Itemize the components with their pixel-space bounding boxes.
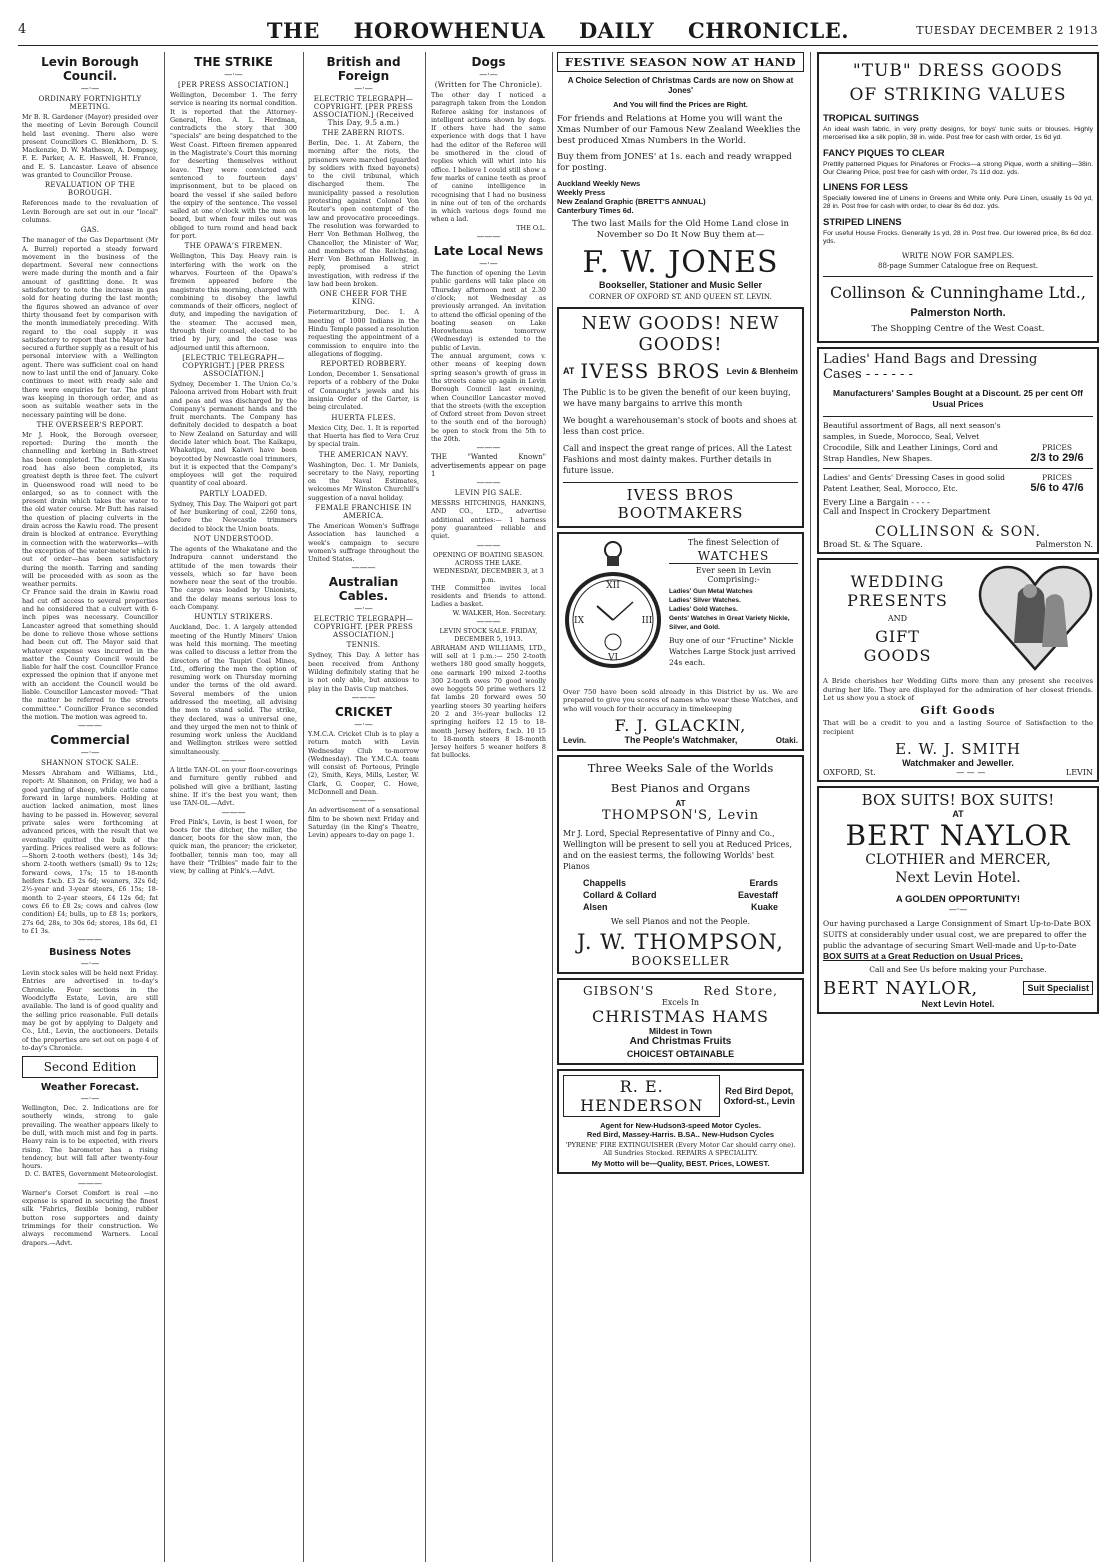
gibson-hams: CHRISTMAS HAMS [591, 1006, 770, 1026]
glackin-trade: The People's Watchmaker, [624, 734, 738, 745]
tub-heading: "TUB" DRESS GOODS [852, 61, 1064, 81]
subheading: NOT UNDERSTOOD. [193, 534, 274, 543]
smith-name: E. W. J. SMITH [895, 739, 1021, 758]
column-strike [170, 52, 304, 1562]
subheading: HUNTLY STRIKERS. [194, 613, 273, 622]
second-edition-box [22, 1056, 158, 1078]
glackin-advert [557, 532, 804, 751]
article-text: London, December 1. Sensational reports of a robbery of the Duke of Connaught's jewels and his insignia Order of the Garter, is being circulated. [308, 370, 419, 412]
article-text: Messrs Abraham and Williams, Ltd., report: At Shannon, on Friday, we had a good yarding of sheep, while cattle came forward in large numbers. Holding at auction lacked animation, most lines having to be passed in. However, several private sales were forthcoming at advanced prices, with the result that we eventually quitted the bulk of the yarding. Prices realised were as follows:—Shorn 2-tooth wethers (best), 14s 3d; shorn 2-tooth wethers (small) 9s to 12s; forward cows, 17s; 15 to 18-month heifers f.w.b. £3 2s 6d; weaners, 32s 6d; 2½-year and 3-year steers, £6 15s; 18-month to 2-year steers, £4 12s 6d; fat cows £6 to £8 2s; cows and calves (low condition) £4; bulls, up to £8 1s; porkers, 27s 6d, 28s, to 30s 6d; stores, 18s 6d, £1 to £1 3s. [22, 769, 158, 935]
brand: Erards [749, 877, 778, 888]
subheading: REVALUATION OF THE BOROUGH. [44, 181, 136, 198]
divider: —·— [479, 70, 498, 79]
pocket-watch-icon [563, 538, 663, 688]
advert-text: A GOLDEN OPPORTUNITY! [895, 893, 1021, 905]
divider: —·— [80, 84, 100, 93]
advert-text: That will be a credit to you and a lasting Source of Satisfaction to the recipient [823, 719, 1093, 736]
article-text: Mr J. Hook, the Borough overseer, reported: During the month the channelling and kerbing in Bath-street has been completed. The drain in Kawiu road has also been completed, its greatest depth is three feet. The culvert in Queenswood road will need to be enlarged, so as to connect with the present drain which takes the water to the old water course. Mr Butt has raised the question of placing culverts in the drain across the Kawiu road. The present drain is blocked at entrance. Everything in connection with the waterworks—with the exception of the water-meter which is out of order—has been satisfactory during the month. Tarring and sanding will be proceeded with as soon as the weather permits. [22, 430, 158, 589]
divider: —·— [224, 70, 243, 79]
tub-heading: OF STRIKING VALUES [849, 85, 1067, 105]
notice-text: THE "Wanted Known" advertisements appear on page 1 [431, 453, 546, 478]
wedding-advert: WEDDING PRESENTS AND GIFT GOODS A Bride cherishes her Wedding Gifts more than any present she receives during her life. They are displayed for the admiration of her closest friends. Let us show you a stock of Gift Goods That will be a credit to you and a lasting Source of Satisfaction to the recipient E. W. J. SMITH Watchmaker and Jeweller. OXFORD, St. — — — LEVIN [817, 558, 1099, 781]
article-text: Mexico City, Dec. 1. It is reported that Huerta has fled to Vera Cruz by special train. [308, 423, 419, 449]
subheading: TENNIS. [346, 641, 381, 650]
glackin-name: F. J. GLACKIN, [614, 715, 747, 735]
wedding-heading: WEDDING [850, 571, 945, 591]
advert-text: The two last Mails for the Old Home Land close in November so Do It Now Buy them at— [572, 219, 789, 240]
weekly-item: Auckland Weekly News [557, 179, 641, 188]
product-heading: TROPICAL SUITINGS [823, 113, 919, 124]
column-adverts-right [817, 52, 1099, 1562]
city: Palmerston N. [1035, 540, 1093, 550]
signature: D. C. BATES, Government Meteorologist. [24, 1170, 158, 1179]
subheading: THE ZABERN RIOTS. [322, 129, 405, 137]
advert-text: Manufacturers' Samples Bought at a Discount. 25 per cent Off Usual Prices [833, 388, 1083, 410]
gift-goods: Gift Goods [920, 704, 996, 718]
subheading: GAS. [80, 226, 100, 235]
advert-text: Call and inspect the great range of prices. All the Latest Fashions and most dainty makes. Further details in future issue. [563, 444, 792, 475]
brand: Kuake [750, 901, 778, 912]
divider: ——— [78, 935, 102, 945]
article-text: Sydney, December 1. The Union Co.'s Paloona arrived from Hobart with fruit and peas and was discharged by the Company's permanent hands and the fruit merchants. The Company has definitely decided to despatch a boat to New Zealand on Saturday and will decide later which boat. The Kaikapu, Whakatipu, and Kaiwri have been boycotted by Newcastle coal trimmers, but it is expected that the Company's employees will get the required quantity of coal aboard. [170, 379, 297, 488]
watch-list [669, 587, 798, 632]
second-edition-label: Second Edition [43, 1060, 137, 1075]
advert-text: Over 750 have been sold already in this District by us. We are prepared to give you scores of names who wear these Watches, and who will vouch for their accuracy in timekeeping [563, 688, 798, 713]
signature: THE O.L. [516, 223, 546, 232]
price-range: 5/6 to 47/6 [1030, 482, 1084, 495]
glackin-town: Otaki. [775, 735, 798, 745]
naylor-location: Next Levin Hotel. [921, 998, 995, 1009]
issue-date: TUESDAY DECEMBER 2 1913 [916, 24, 1098, 37]
divider: ——— [476, 232, 501, 242]
subheading: THE AMERICAN NAVY. [318, 450, 409, 459]
advert-text: Fred Pink's, Levin, is best I ween, for boots for the ditcher, the miller, the dancer, boots for the slow man, the quick man, the prancer; the cricketer, footballer, tennis man too, may all have their "Trilbies" made fair to the view, by calling at Pink's.—Advt. [170, 817, 297, 876]
thompson-trade: BOOKSELLER [631, 953, 730, 968]
press-credit: [PER PRESS ASSOCIATION.] [178, 81, 289, 89]
watch-item: Ladies' Gold Watches. [669, 606, 738, 613]
brand: Chappells [583, 877, 627, 888]
advert-text: Buy them from JONES' at 1s. each and ready wrapped for posting. [557, 152, 792, 173]
advert-text: We sell Pianos and not the People. [610, 916, 751, 926]
advert-text: The Shopping Centre of the West Coast. [871, 324, 1045, 335]
article-text: References made to the revaluation of Levin Borough are set out in our "local" columns. [22, 199, 158, 224]
advert-text: Call and See Us before making your Purchase. [869, 964, 1047, 974]
divider: ——— [476, 443, 501, 453]
address: Broad St. & The Square. [823, 540, 923, 550]
advert-text: Mildest in Town [648, 1025, 713, 1036]
advert-text: Ever seen in Levin Comprising:- [695, 566, 772, 584]
article-text: The annual argument, cows v. other means of keeping down spring season's growth of grass in the streets came up again in Levin Borough Council last evening, when Councillor Lancaster moved that the streets (with the exception of Oxford street from Devon street to the south end of the borough) be open to stock from the 5th to the 20th. [431, 352, 546, 443]
box-suits-heading: BOX SUITS! BOX SUITS! [861, 790, 1055, 809]
advert-heading: Ladies' Hand Bags and Dressing [823, 352, 1038, 368]
divider: ——— [476, 478, 501, 488]
weekly-item: Canterbury Times 6d. [557, 206, 634, 215]
piano-brands [563, 877, 798, 913]
address: OXFORD, St. [823, 767, 876, 777]
advert-text: BOX SUITS at a Great Reduction on Usual Prices. [823, 950, 1023, 961]
advert-text: WRITE NOW FOR SAMPLES. [901, 251, 1015, 261]
advert-text: The finest Selection of [688, 538, 779, 547]
divider: —·— [80, 748, 100, 758]
divider: —·— [80, 959, 100, 969]
subheading: REPORTED ROBBERY. [320, 360, 407, 369]
divider: ——— [351, 563, 376, 573]
section-heading: Late Local News [433, 244, 544, 259]
article-heading: British and Foreign [326, 55, 401, 83]
weekly-list [557, 179, 804, 215]
article-heading: THE STRIKE [194, 55, 273, 69]
notice-text: THE Committee invites local residents and friends to attend. Ladies a basket. [431, 583, 546, 609]
section-heading: CRICKET [335, 704, 392, 719]
notice-text: ABRAHAM AND WILLIAMS, LTD., will sell at 1 p.m.:— 250 2-tooth wethers 180 good smally hoggets, one earmark 190 mixed 2-tooths 300 2-tooth ewes 70 good woolly ewe hoggets 50 prime wethers 12 fat lambs 20 forward ewes 50 yearling steers 30 yearling heifers 20 2 and 3½-year bullocks 12 springing heifers 12 15 to 18-month Jersey heifers, f.w.b. 10 15 to 18-month steers 8 18-month Jersey heifers 5 weaner heifers 8 fat bullocks. [431, 643, 546, 760]
ivess-footer: IVESS BROS BOOTMAKERS [563, 482, 798, 522]
article-text: Y.M.C.A. Cricket Club is to play a return match with Levin Wednesday Club to-morrow (Wednesday). The Y.M.C.A. team will consist of: Porteous, Pringle (2), Smith, Keys, Mills, Lester, W. Clark, G. Cooper, C. Howe, McDonnell and Dean. [308, 729, 419, 797]
city: LEVIN [1065, 767, 1093, 777]
jones-trade: Bookseller, Stationer and Music Seller [598, 280, 763, 290]
advert-text: Red Bird, Massey-Harris. B.SA.. New-Hudson Cycles [586, 1129, 775, 1139]
advert-heading: Three Weeks Sale of the Worlds [587, 760, 774, 775]
divider: —·— [354, 84, 373, 93]
divider: ——— [221, 756, 246, 766]
svg-text:III: III [641, 616, 653, 626]
ivess-at: AT [563, 366, 575, 376]
subheading: PARTLY LOADED. [199, 489, 268, 498]
collinson-son: COLLINSON & SON. [874, 524, 1042, 541]
section-heading: Weather Forecast. [40, 1082, 140, 1094]
advert-text: Call and Inspect in Crockery Department [823, 507, 991, 517]
divider: —·— [354, 604, 373, 614]
festive-heading: FESTIVE SEASON NOW AT HAND [564, 55, 797, 69]
divider: —·— [479, 259, 498, 269]
ivess-name: IVESS BROS [580, 359, 721, 383]
product-heading: STRIPED LINENS [823, 216, 902, 228]
svg-text:XII: XII [606, 581, 620, 591]
notice-text: MESSRS HITCHINGS, HANKINS, AND CO., LTD., advertise additional entries:— 1 harness pony guaranteed reliable and quiet. [431, 499, 546, 541]
advert-heading: Best Pianos and Organs [610, 780, 751, 795]
advert-text: Buy one of our "Fructine" Nickle Watches Large Stock just arrived 24s each. [669, 636, 796, 667]
column-borough-council [22, 52, 165, 1562]
tub-advert [817, 52, 1099, 343]
brand: Alsen [583, 901, 608, 912]
article-text: An advertisement of a sensational film to be shown next Friday and Saturday (in the King's Theatre, Levin) appears to-day on page 1. [308, 806, 419, 840]
jones-address: CORNER OF OXFORD ST. AND QUEEN ST. LEVIN. [589, 293, 772, 301]
advert-text: Mr J. Lord, Special Representative of Pinny and Co., Wellington will be present to sell you at Reduced Prices, and on the easiest terms, the following Worlds' best Pianos [563, 828, 793, 871]
wedding-and: AND [887, 613, 908, 623]
jones-advert [557, 52, 804, 72]
column-british-foreign [308, 52, 426, 1562]
advert-text: Ladies' and Gents' Dressing Cases in good solid Patent Leather, Seal, Morocco, Etc. [823, 473, 1005, 494]
article-text: Mr B. R. Gardener (Mayor) presided over the meeting of Levin Borough Council held last evening. There also were present Councillors C. Blenkhorn, D. S. Mackenzie, D. W. Matheson, A. Dempsey, F. E. Parker, A. E. Haswell, H. France, and E. S. Lancaster. Leave of absence was granted to Councillor Prouse. [22, 113, 158, 180]
article-text: Wellington, This Day. Heavy rain is interfering with the work on the wharves. Fourteen of the Opawa's firemen appeared before the magistrate this morning, charged with combining to disobey the lawful commands of their officers, neglect of duty, and impeding the navigation of the steamer. The accused men, through their counsel, elected to be tried by jury, and the case was adjourned until this afternoon. [170, 252, 297, 352]
watches-heading: WATCHES [669, 549, 798, 564]
article-text: The agents of the Whakatane and the Indrapura cannot understand the attitude of the men towards their vessels, which so far have been nowhere near the seat of the trouble. The cargo was loaded by Unionists, and the delay means serious loss to each Company. [170, 544, 297, 612]
watch-item: Gents' Watches in Great Variety Nickle, Silver, and Gold. [669, 615, 790, 631]
divider: ——— [351, 692, 376, 702]
advert-text: A Bride cherishes her Wedding Gifts more than any present she receives during her life. They are displayed for the admiration of her closest friends. Let us show you a stock of [823, 677, 1093, 702]
article-text: The other day I noticed a paragraph taken from the London Referee asking for instances of intelligent actions shown by dogs. If others have had the same experience with dogs that I have had the editor of the Referee will be smothered in the cloud of replies which will whirl into his office. I believe I could still show a few marks of canine teeth as proof of canine intelligence in recognising that I had no business in nine out of ten of the orchards in which various dogs found me when a lad. [431, 91, 546, 224]
prices-label: PRICES [1041, 443, 1072, 453]
article-text: Pietermaritzburg, Dec. 1. A meeting of 1000 Indians in the Hindu Temple passed a resolution requesting the appointment of a commission to enquire into the allegations of flogging. [308, 308, 419, 358]
advert-text: 88-page Summer Catalogue free on Request. [878, 262, 1038, 271]
article-text: Sydney, This Day. A letter has been received from Anthony Wilding definitely stating that he is not only able, but anxious to play in the Davis Cup matches. [308, 651, 419, 693]
divider: —·— [354, 719, 373, 729]
notice-text: OPENING OF BOATING SEASON. ACROSS THE LAKE. WEDNESDAY, DECEMBER 3, at 3 p.m. [432, 550, 545, 584]
advert-text: Beautiful assortment of Bags, all next season's samples, in Suede, Morocco, Seal, Velvet Crocodile, Silk and Leather Linings, Cord and Strap Handles, New Shapes. [823, 421, 1001, 464]
weekly-item: Weekly Press [557, 188, 606, 197]
section-heading: Australian Cables. [328, 575, 399, 604]
section-heading: Business Notes [49, 947, 131, 959]
advert-text: And Christmas Fruits [629, 1035, 732, 1047]
advert-text: And You will find the Prices are Right. [613, 100, 748, 109]
collinson-cunninghame: Collinson & Cunninghame Ltd., [830, 283, 1086, 303]
wedding-heading: GOODS [863, 645, 932, 665]
naylor-advert [817, 786, 1099, 1014]
page-number: 4 [18, 22, 27, 37]
article-heading: Levin Borough Council. [41, 55, 139, 83]
product-heading: LINENS FOR LESS [823, 182, 908, 194]
article-text: Sydney, This Day. The Waipori got part of her bunkering of coal, 2260 tons, before the Newcastle trimmers decided to block the Union boats. [170, 499, 297, 533]
wedding-heading: GIFT [875, 626, 920, 646]
advert-text: A Choice Selection of Christmas Cards are now on Show at Jones' [567, 76, 794, 95]
advert-at: AT [952, 808, 964, 819]
advert-text: 'PYRENE' FIRE EXTINGUISHER (Every Motor Car should carry one). All Sundries Stocked. REPAIRS A SPECIALITY. [565, 1140, 796, 1157]
weekly-item: New Zealand Graphic (BRETT'S ANNUAL) [557, 197, 706, 206]
ivess-advert [557, 307, 804, 528]
advert-text: CHOICEST OBTAINABLE [626, 1048, 735, 1059]
divider: ——— [221, 807, 246, 817]
divider: ——— [476, 540, 501, 550]
price-range: 2/3 to 29/6 [1030, 452, 1084, 465]
henderson-advert [557, 1069, 804, 1174]
advert-text: Warner's Corset Comfort is real —no expense is spared in securing the finest silk "Fabrics, flexible boning, rubber button rose supporters and dainty trimmings for their construction. We always recommend Warners. Local drapers.—Advt. [22, 1188, 158, 1247]
svg-text:VI: VI [607, 653, 619, 663]
svg-text:IX: IX [574, 616, 584, 626]
article-text: The American Women's Suffrage Association has launched a week's campaign to secure women's suffrage throughout the United States. [308, 521, 419, 564]
divider: —·— [80, 1094, 100, 1104]
divider: ——— [78, 1178, 102, 1188]
article-text: Washington, Dec. 1. Mr Daniels, secretary to the Navy, reporting on the Naval Estimates, welcomes Mr Winston Churchill's suggestion of a naval holiday. [308, 460, 419, 502]
advert-text: Every Line a Bargain - - - - [823, 498, 930, 508]
advert-text: Palmerston North. [910, 307, 1006, 320]
masthead [18, 20, 1098, 46]
advert-text: Excels In [661, 997, 700, 1007]
subheading: HUERTA FLEES. [331, 413, 396, 422]
brand: Eavestaff [737, 889, 778, 900]
article-text: Berlin, Dec. 1. At Zabern, the morning after the riots, the prisoners were marched (guarded by soldiers with fixed bayonets) to the civil tribunal, which discharged them. The municipality passed a resolution protesting against Colonel Von Reuter's open contempt of the law and provocative proceedings. The resolution was forwarded to Herr Von Bethman Hollweg, the Chancellor, the Minister of War, and members of the Reichstag. Herr Von Bethman Hollweg, in reply, promised a strict investigation, with redress if the law had been broken. [308, 139, 419, 289]
divider: ——— [351, 796, 376, 806]
naylor-location: Next Levin Hotel. [895, 869, 1021, 886]
product-text: For useful House Frocks. Generally 1s yd, 28 in. Post free. Our lowered price, 8s 6d doz. yds. [823, 229, 1093, 246]
handbags-advert [817, 347, 1099, 554]
article-text: Wellington, December 1. The ferry service is nearing its normal condition. It is reported that the Attorney-General, Hon. A. L. Herdman, contradicts the story that 300 "specials" are being despatched to the West Coast. Fifteen firemen appeared in the Magistrate's Court this morning for deserting themselves without leave. They were convicted and sentenced to fourteen days' imprisonment, but to be placed on board the vessel if she sailed before the expiry of the sentence. The vessel sailed at one o'clock with the men on board, but when four miles out was obliged to turn round and head back for port. [170, 91, 297, 241]
naylor-trade: CLOTHIER and MERCER, [865, 851, 1051, 868]
signature: W. WALKER, Hon. Secretary. [452, 608, 546, 617]
advert-at: AT [675, 798, 686, 808]
subheading: THE OVERSEER'S REPORT. [36, 420, 144, 429]
henderson-name: R. E. HENDERSON [563, 1075, 720, 1117]
article-text: Auckland, Dec. 1. A largely attended meeting of the Huntly Miners' Union was held this morning. The meeting was called to discuss a letter from the directors of the Taupiri Coal Mines, Ltd., offering the men the option of resuming work on Thursday morning under the terms of the old award. Several members of the union addressed the meeting, all advising the men to stand solid. The strike, they declared, was a universal one, and they urged the men not to think of resuming work unless the Auckland and Wellington strikes were settled simultaneously. [170, 623, 297, 756]
subheading: SHANNON STOCK SALE. [41, 759, 139, 768]
advert-text: We bought a warehouseman's stock of boots and shoes at less than cost price. [563, 416, 797, 436]
product-text: An ideal wash fabric, in very pretty designs, for boys' tunic suits or blouses. Highly mercerised like a silk poplin, 38 in. wide. Post free for cash with order, 1s 6d yd. [823, 126, 1093, 142]
column-adverts-centre [557, 52, 811, 1562]
gibson-advert [557, 978, 804, 1065]
naylor-name: BERT NAYLOR [845, 818, 1071, 852]
newspaper-title: THE HOROWHENUA DAILY CHRONICLE. [266, 18, 850, 43]
wedding-heading: PRESENTS [847, 590, 948, 610]
watch-item: Ladies' Silver Watches. [669, 597, 741, 604]
ivess-location: Levin & Blenheim [726, 366, 798, 376]
subheading: ONE CHEER FOR THE KING. [319, 290, 408, 307]
prices-label: PRICES [1041, 473, 1072, 483]
press-credit: ELECTRIC TELEGRAPH—COPYRIGHT. [PER PRESS ASSOCIATION.] [313, 615, 414, 640]
subheading: FEMALE FRANCHISE IN AMERICA. [315, 503, 412, 520]
product-heading: FANCY PIQUES TO CLEAR [823, 147, 945, 159]
wedding-heart-icon [978, 563, 1093, 673]
advert-text: Our having purchased a Large Consignment of Smart Up-to-Date BOX SUITS at considerably under usual cost, we are prepared to offer the public the advantage of securing Smart Well-made and Up-to-Date [823, 918, 1091, 950]
suit-specialist: Suit Specialist [1023, 981, 1093, 995]
brand: Collard & Collard [583, 889, 657, 900]
gibson-store: Red Store, [703, 983, 778, 998]
product-text: Specially lowered line of Linens in Greens and White only. Pure Linen, usually 1s 9d yd, 28 in. Post free for cash with order, to clear 8s 6d doz. yds. [823, 195, 1093, 211]
watch-item: Ladies' Gun Metal Watches [669, 588, 753, 595]
advert-text: My Motto will be—Quality, BEST. Prices, LOWEST. [591, 1158, 770, 1168]
article-text: Wellington, Dec. 2. Indications are for southerly winds, strong to gale prevailing. The weather appears likely to be dull, with much mist and fog in parts. Heavy rain is to be expected, with rivers rising. The barometer has a rising tendency, but will fall after twenty-four hours. [22, 1104, 158, 1171]
jones-advert-body [557, 76, 804, 301]
ivess-new-goods: NEW GOODS! NEW GOODS! [581, 313, 780, 355]
thompson-advert [557, 755, 804, 974]
article-text: The manager of the Gas Department (Mr A. Burrel) reported a steady forward movement in the business of the department. Several new connections were made during the month and a fair amount of gasfitting done. It was satisfactory to note the increase in gas sold for heating during the last month; the figures showed an advance of over thirty thousand feet by comparison with the month immediately preceding. With regard to the coal supply it was satisfactory to report that the Mayor had secured a further supply as a result of his personal interview with a Wellington agent. There was sufficient coal on hand now to last until the end of January. Coke continues to meet with ready sale and there were enquiries for tar. The plant was keeping in thorough order, and as soon as suitable weather sets in the necessary painting will be done. [22, 236, 158, 419]
advert-text: Agent for New-Hudson3-speed Motor Cycles. [600, 1120, 761, 1130]
subheading: ORDINARY FORTNIGHTLY MEETING. [38, 95, 142, 111]
subheading: THE OPAWA'S FIREMEN. [184, 242, 283, 251]
product-text: Prettily patterned Piques for Pinafores or Frocks—a strong Pique, worth a shilling—38in. Our Clearing Price, post free for cash with order, 7s 11d doz. yds. [823, 160, 1093, 176]
byline: (Written for The Chronicle). [434, 81, 543, 89]
advert-text: The Public is to be given the benefit of our keen buying, we have many bargains to arrive this month [563, 388, 791, 408]
subheading: LEVIN PIG SALE. [454, 489, 523, 498]
naylor-name: BERT NAYLOR, [823, 977, 979, 999]
article-text: Levin stock sales will be held next Friday. Entries are advertised in to-day's Chronicle. Four sections in the Woodclyffe Estate, Levin, are still available. The land is of good quality and the selling price reasonable. Full details may be got by applying to Dalgety and Co., Ltd., Levin, the auctioneers. Details of the properties are set out on page 4 of to-day's Chronicle. [22, 969, 158, 1052]
section-heading: Commercial [50, 733, 130, 748]
column-dogs [431, 52, 553, 1562]
divider: —·— [948, 904, 968, 914]
glackin-town: Levin. [563, 735, 587, 745]
article-heading: Dogs [471, 55, 506, 69]
henderson-depot: Red Bird Depot, Oxford-st., Levin [723, 1085, 795, 1106]
press-credit: [ELECTRIC TELEGRAPH—COPYRIGHT.] [PER PRESS ASSOCIATION.] [182, 353, 285, 378]
advert-text: A little TAN-OL on your floor-coverings and furniture gently rubbed and polished will give a brilliant, lasting shine. If it's the best you want, then use TAN-OL.—Advt. [170, 766, 297, 808]
article-text: The function of opening the Levin public gardens will take place on Thursday afternoon next at 2.30 o'clock; not Wednesday as previously arranged. An invitation to attend the official opening of the boating season on Lake Horowhenua tomorrow (Wednesday) is extended to the public of Levin. [431, 269, 546, 352]
thompson-name: THOMPSON'S, Levin [601, 807, 760, 823]
press-credit: ELECTRIC TELEGRAPH—COPYRIGHT. [PER PRESS ASSOCIATION.] (Received This Day, 9.5 a.m.) [312, 95, 414, 127]
smith-trade: Watchmaker and Jeweller. [902, 757, 1014, 768]
thompson-footer: J. W. THOMPSON, [577, 929, 784, 954]
jones-name: F. W. JONES [582, 245, 779, 280]
advert-heading: Cases - - - - - - [823, 367, 913, 383]
divider: ——— [476, 617, 501, 627]
notice-text: LEVIN STOCK SALE. FRIDAY, DECEMBER 5, 1913. [439, 627, 538, 644]
divider: ——— [78, 721, 102, 731]
advert-text: For friends and Relations at Home you will want the Xmas Number of our Famous New Zealand Weeklies the best produced Xmas Numbers in the World. [557, 114, 801, 146]
article-text: Cr France said the drain in Kawiu road had cut off access to several properties and he considered that a culvert with 6-inch pipes was necessary. Councillor Lancaster agreed that something should be done to relieve those whose settions had been cut off. The Mayor said that whatever expense was incurred in the matter the County Council would be liable for half the cost. Councillor France expressed the opinion that if anyone met with an accident the Council would be liable. Councillor Lancaster moved: "That the matter be referred to the streets committee." Councillor France seconded the motion. The motion was agreed to. [22, 588, 158, 721]
gibson-name: GIBSON'S [583, 983, 655, 998]
